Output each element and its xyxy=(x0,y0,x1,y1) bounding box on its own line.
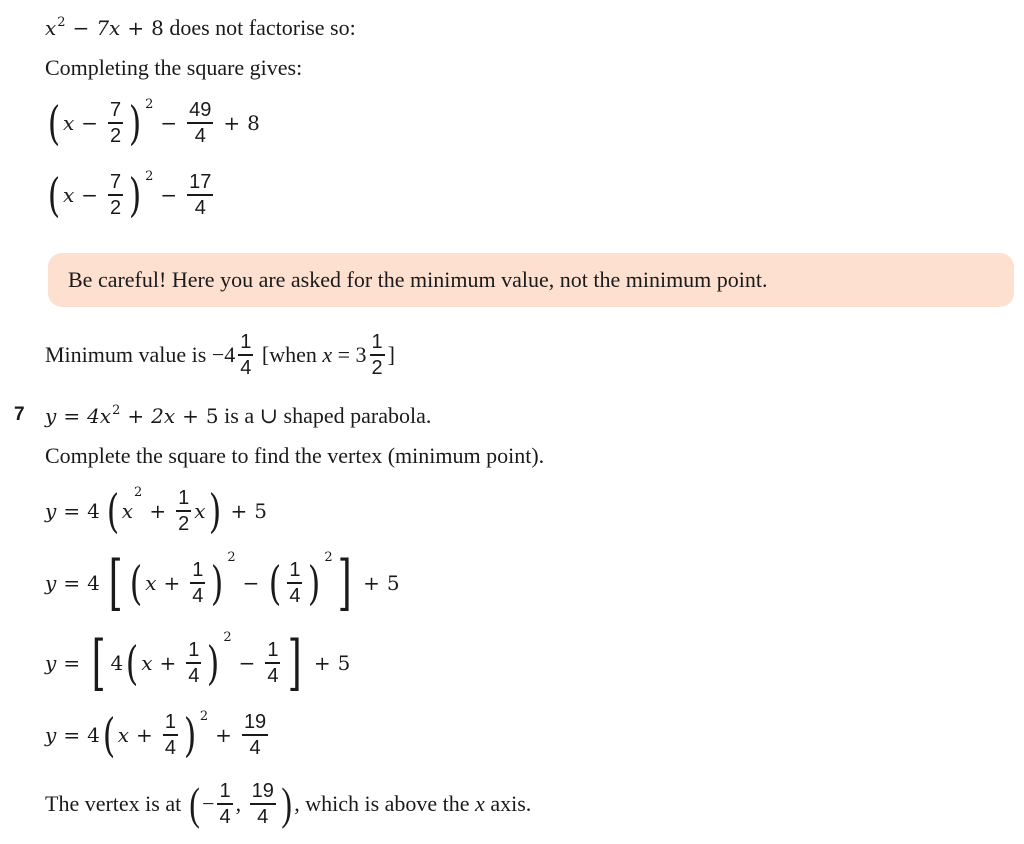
fraction: $\frac{7}{2}$ xyxy=(110,99,122,147)
fraction: $\frac{1}{4}$ xyxy=(219,780,231,828)
intro-line xyxy=(45,17,356,39)
fraction: $\frac{1}{2}$ xyxy=(178,487,190,535)
step1-equation: ( x − $\frac{7}{2}$ ) 2 − $\frac{49}{4}$ + 8 xyxy=(47,96,260,150)
equation-2: y = 4 [ ( x + $\frac{1}{4}$ ) 2 − ( $\frac{1}{4}$ ) 2 ] + 5 xyxy=(45,548,400,618)
fraction: $\frac{1}{2}$ xyxy=(371,331,383,379)
fraction: $\frac{49}{4}$ xyxy=(189,99,212,147)
question-text: is a ∪ shaped parabola. xyxy=(224,403,432,428)
fraction: $\frac{7}{2}$ xyxy=(110,171,122,219)
fraction: $\frac{1}{4}$ xyxy=(267,639,279,687)
caution-text: Be careful! Here you are asked for the minimum value, not the minimum point. xyxy=(68,267,768,292)
fraction: $\frac{17}{4}$ xyxy=(189,171,212,219)
fraction: $\frac{1}{4}$ xyxy=(240,331,252,379)
fraction: $\frac{1}{4}$ xyxy=(192,559,204,607)
vertex-line: The vertex is at ( − $\frac{1}{4}$ , $\frac{19}{4}$ ) , which is above the x axis. xyxy=(45,778,532,829)
question-instruction: Complete the square to find the vertex (minimum point). xyxy=(45,443,545,468)
intro-expression: x 2 − 7x + 8 xyxy=(45,15,164,40)
vertex-prefix: The vertex is at xyxy=(45,791,182,816)
step2-equation: ( x − $\frac{7}{2}$ ) 2 − $\frac{17}{4}$ xyxy=(47,168,212,222)
question-statement: y = 4x 2 + 2x + 5 is a ∪ shaped parabola. xyxy=(45,403,432,428)
fraction: $\frac{19}{4}$ xyxy=(251,780,274,828)
fraction: $\frac{19}{4}$ xyxy=(243,711,267,759)
minimum-value-line: Minimum value is −4 $\frac{1}{4}$ [when x = 3 $\frac{1}{2}$ ] xyxy=(45,331,395,379)
intro-text: does not factorise so: xyxy=(169,15,356,40)
caution-callout xyxy=(48,253,1014,307)
equation-1: y = 4 ( x 2 + $\frac{1}{2}$ x ) + 5 xyxy=(45,484,267,538)
fraction: $\frac{1}{4}$ xyxy=(164,711,176,759)
fraction: $\frac{1}{4}$ xyxy=(188,639,200,687)
question-number: 7 xyxy=(14,404,25,425)
completing-text: Completing the square gives: xyxy=(45,55,303,80)
minimum-label: Minimum value is xyxy=(45,342,207,367)
equation-4: y = 4 ( x + $\frac{1}{4}$ ) 2 + $\frac{19}{4}$ xyxy=(45,708,267,762)
fraction: $\frac{1}{4}$ xyxy=(289,559,301,607)
equation-3: y = [ 4 ( x + $\frac{1}{4}$ ) 2 − $\frac{1}{4}$ ] + 5 xyxy=(45,628,351,698)
